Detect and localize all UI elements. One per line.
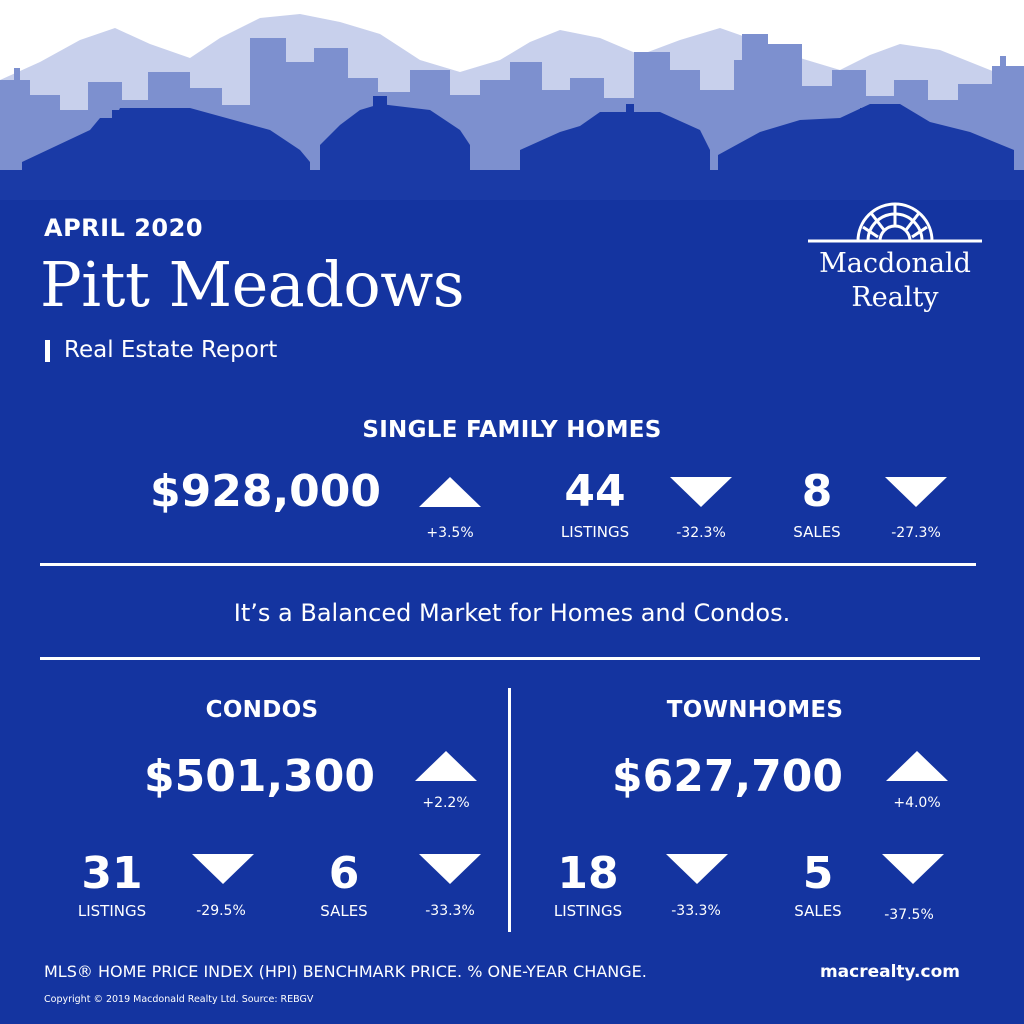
townhomes-title: TOWNHOMES — [666, 697, 844, 723]
townhomes-sales-down-arrow-icon — [882, 854, 944, 884]
condos-listings-down-arrow-icon — [192, 854, 254, 884]
condos-listings-label: LISTINGS — [77, 902, 147, 920]
single-family-sales: 8 — [801, 466, 833, 517]
divider-middle — [40, 657, 980, 660]
brand-name-line2: Realty — [851, 282, 939, 313]
townhomes-listings-label: LISTINGS — [553, 902, 623, 920]
townhomes-price: $627,700 — [612, 751, 844, 802]
condos-price: $501,300 — [144, 751, 376, 802]
single-family-listings-down-arrow-icon — [670, 477, 732, 507]
footer-copyright: Copyright © 2019 Macdonald Realty Ltd. Source: REBGV — [44, 994, 314, 1005]
townhomes-sales-change: -37.5% — [884, 907, 934, 923]
condos-sales-change: -33.3% — [425, 903, 475, 919]
footer-note: MLS® HOME PRICE INDEX (HPI) BENCHMARK PRICE. % ONE-YEAR CHANGE. — [44, 962, 647, 981]
condos-price-up-arrow-icon — [415, 751, 477, 781]
subtitle-accent-bar — [45, 340, 50, 362]
condos-title: CONDOS — [205, 697, 319, 723]
townhomes-listings: 18 — [557, 848, 619, 899]
townhomes-sales-label: SALES — [794, 902, 842, 920]
page-subtitle: Real Estate Report — [64, 337, 278, 363]
condos-sales: 6 — [328, 848, 360, 899]
report-month: APRIL 2020 — [44, 214, 204, 242]
townhomes-listings-change: -33.3% — [671, 903, 721, 919]
divider-vertical — [508, 688, 511, 932]
townhomes-listings-down-arrow-icon — [666, 854, 728, 884]
single-family-title: SINGLE FAMILY HOMES — [362, 417, 662, 443]
condos-listings-change: -29.5% — [196, 903, 246, 919]
condos-sales-down-arrow-icon — [419, 854, 481, 884]
single-family-price-change: +3.5% — [426, 525, 474, 541]
single-family-sales-change: -27.3% — [891, 525, 941, 541]
townhomes-sales: 5 — [802, 848, 834, 899]
brand-logo — [800, 192, 990, 332]
condos-price-change: +2.2% — [422, 795, 470, 811]
single-family-listings: 44 — [564, 466, 626, 517]
brand-name — [800, 247, 990, 315]
skyline-illustration — [0, 0, 1024, 200]
website-link[interactable]: macrealty.com — [819, 962, 960, 982]
single-family-price-up-arrow-icon — [419, 477, 481, 507]
sunburst-arch-icon — [808, 192, 982, 246]
townhomes-price-up-arrow-icon — [886, 751, 948, 781]
page-title: Pitt Meadows — [40, 248, 465, 321]
single-family-listings-change: -32.3% — [676, 525, 726, 541]
brand-name-line1: Macdonald — [819, 248, 971, 279]
condos-sales-label: SALES — [320, 902, 368, 920]
townhomes-price-change: +4.0% — [893, 795, 941, 811]
divider-top — [40, 563, 976, 566]
condos-listings: 31 — [81, 848, 143, 899]
single-family-listings-label: LISTINGS — [560, 523, 630, 541]
single-family-sales-down-arrow-icon — [885, 477, 947, 507]
market-message: It’s a Balanced Market for Homes and Condos. — [233, 599, 791, 627]
single-family-sales-label: SALES — [793, 523, 841, 541]
single-family-price: $928,000 — [150, 466, 382, 517]
